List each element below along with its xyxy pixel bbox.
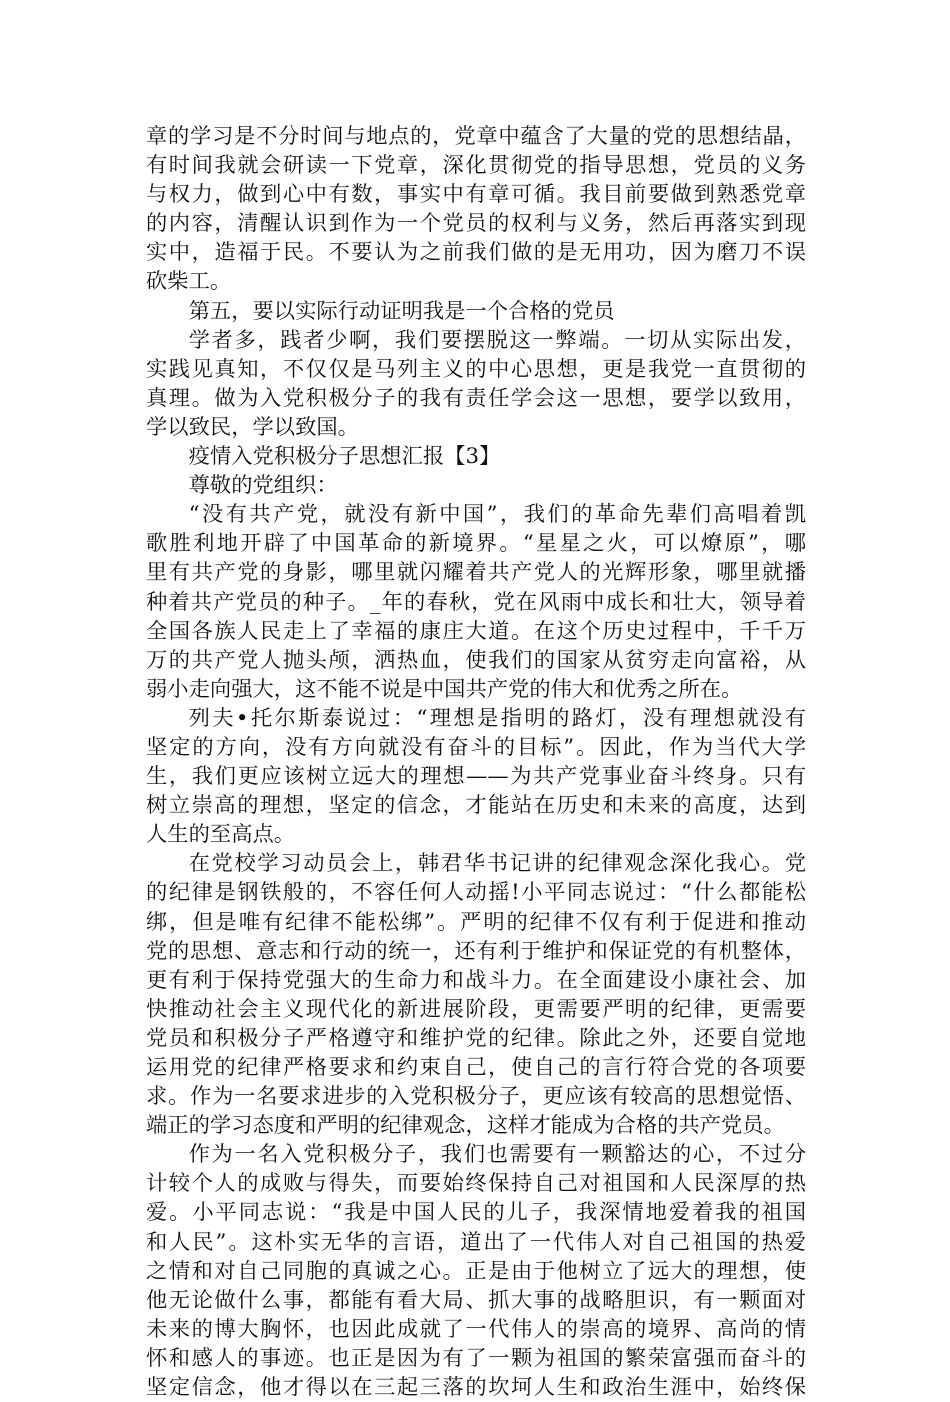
text-line: 列夫•托尔斯泰说过：“理想是指明的路灯，没有理想就没有: [188, 705, 806, 731]
text-line: 党的思想、意志和行动的统一，还有利于维护和保证党的有机整体，: [146, 938, 806, 964]
text-line: 种着共产党员的种子。_年的春秋，党在风雨中成长和壮大，领导着: [146, 589, 806, 615]
text-line: 的纪律是钢铁般的，不容任何人动摇!小平同志说过：“什么都能松: [146, 880, 806, 906]
text-line: 树立崇高的理想，坚定的信念，才能站在历史和未来的高度，达到: [146, 793, 806, 819]
article-title: 疫情入党积极分子思想汇报【3】: [188, 444, 501, 470]
text-line: 有时间我就会研读一下党章，深化贯彻党的指导思想，党员的义务: [146, 153, 806, 179]
text-line: 计较个人的成败与得失，而要始终保持自己对祖国和人民深厚的热: [146, 1171, 806, 1197]
text-line: 生，我们更应该树立远大的理想——为共产党事业奋斗终身。只有: [146, 764, 806, 790]
text-line: 更有利于保持党强大的生命力和战斗力。在全面建设小康社会、加: [146, 967, 806, 993]
text-line: 之情和对自己同胞的真诚之心。正是由于他树立了远大的理想，使: [146, 1258, 806, 1284]
document-body: [146, 122, 806, 1402]
text-line: 全国各族人民走上了幸福的康庄大道。在这个历史过程中，千千万: [146, 618, 806, 644]
text-line: 弱小走向强大，这不能不说是中国共产党的伟大和优秀之所在。: [146, 676, 743, 702]
text-line: 在党校学习动员会上，韩君华书记讲的纪律观念深化我心。党: [188, 851, 806, 877]
text-line: 快推动社会主义现代化的新进展阶段，更需要严明的纪律，更需要: [146, 996, 806, 1022]
text-line: 作为一名入党积极分子，我们也需要有一颗豁达的心，不过分: [188, 1142, 806, 1168]
text-line: 党员和积极分子严格遵守和维护党的纪律。除此之外，还要自觉地: [146, 1025, 806, 1051]
text-line: 的内容，清醒认识到作为一个党员的权利与义务，然后再落实到现: [146, 211, 806, 237]
text-line: 万的共产党人抛头颅，洒热血，使我们的国家从贫穷走向富裕，从: [146, 647, 806, 673]
text-line: 歌胜利地开辟了中国革命的新境界。“星星之火，可以燎原”，哪: [146, 531, 806, 557]
text-line: 实中，造福于民。不要认为之前我们做的是无用功，因为磨刀不误: [146, 240, 806, 266]
text-line: 他无论做什么事，都能有看大局、抓大事的战略胆识，有一颗面对: [146, 1287, 806, 1313]
text-line: 绑，但是唯有纪律不能松绑”。严明的纪律不仅有利于促进和推动: [146, 909, 806, 935]
text-line: 实践见真知，不仅仅是马列主义的中心思想，更是我党一直贯彻的: [146, 356, 806, 382]
text-line: 和人民”。这朴实无华的言语，道出了一代伟人对自己祖国的热爱: [146, 1229, 806, 1255]
text-line: 学以致民，学以致国。: [146, 414, 359, 440]
text-line: 运用党的纪律严格要求和约束自己，使自己的言行符合党的各项要: [146, 1055, 806, 1080]
text-line: 人生的至高点。: [146, 822, 296, 848]
text-line: 章的学习是不分时间与地点的，党章中蕴含了大量的党的思想结晶，: [146, 124, 806, 149]
text-line: “没有共产党，就没有新中国”，我们的革命先辈们高唱着凯: [188, 502, 806, 528]
text-line: 端正的学习态度和严明的纪律观念，这样才能成为合格的共产党员。: [146, 1113, 785, 1139]
text-line: 未来的博大胸怀，也因此成就了一代伟人的崇高的境界、高尚的情: [146, 1316, 806, 1342]
text-line: 学者多，践者少啊，我们要摆脱这一弊端。一切从实际出发，: [188, 327, 806, 353]
text-line: 坚定的方向，没有方向就没有奋斗的目标”。因此，作为当代大学: [146, 734, 806, 760]
salutation: 尊敬的党组织：: [188, 473, 338, 499]
text-line: 里有共产党的身影，哪里就闪耀着共产党人的光辉形象，哪里就播: [146, 560, 806, 586]
text-line: 砍柴工。: [146, 269, 232, 295]
text-line: 怀和感人的事迹。也正是因为有了一颗为祖国的繁荣富强而奋斗的: [146, 1345, 806, 1371]
text-line: 与权力，做到心中有数，事实中有章可循。我目前要做到熟悉党章: [146, 182, 806, 208]
text-line: 爱。小平同志说：“我是中国人民的儿子，我深情地爱着我的祖国: [146, 1200, 806, 1226]
text-line: 真理。做为入党积极分子的我有责任学会这一思想，要学以致用，: [146, 385, 806, 411]
text-line: 求。作为一名要求进步的入党积极分子，更应该有较高的思想觉悟、: [146, 1084, 806, 1110]
section-heading: 第五，要以实际行动证明我是一个合格的党员: [188, 298, 615, 324]
text-line: 坚定信念，他才得以在三起三落的坎坷人生和政治生涯中，始终保: [146, 1375, 806, 1401]
